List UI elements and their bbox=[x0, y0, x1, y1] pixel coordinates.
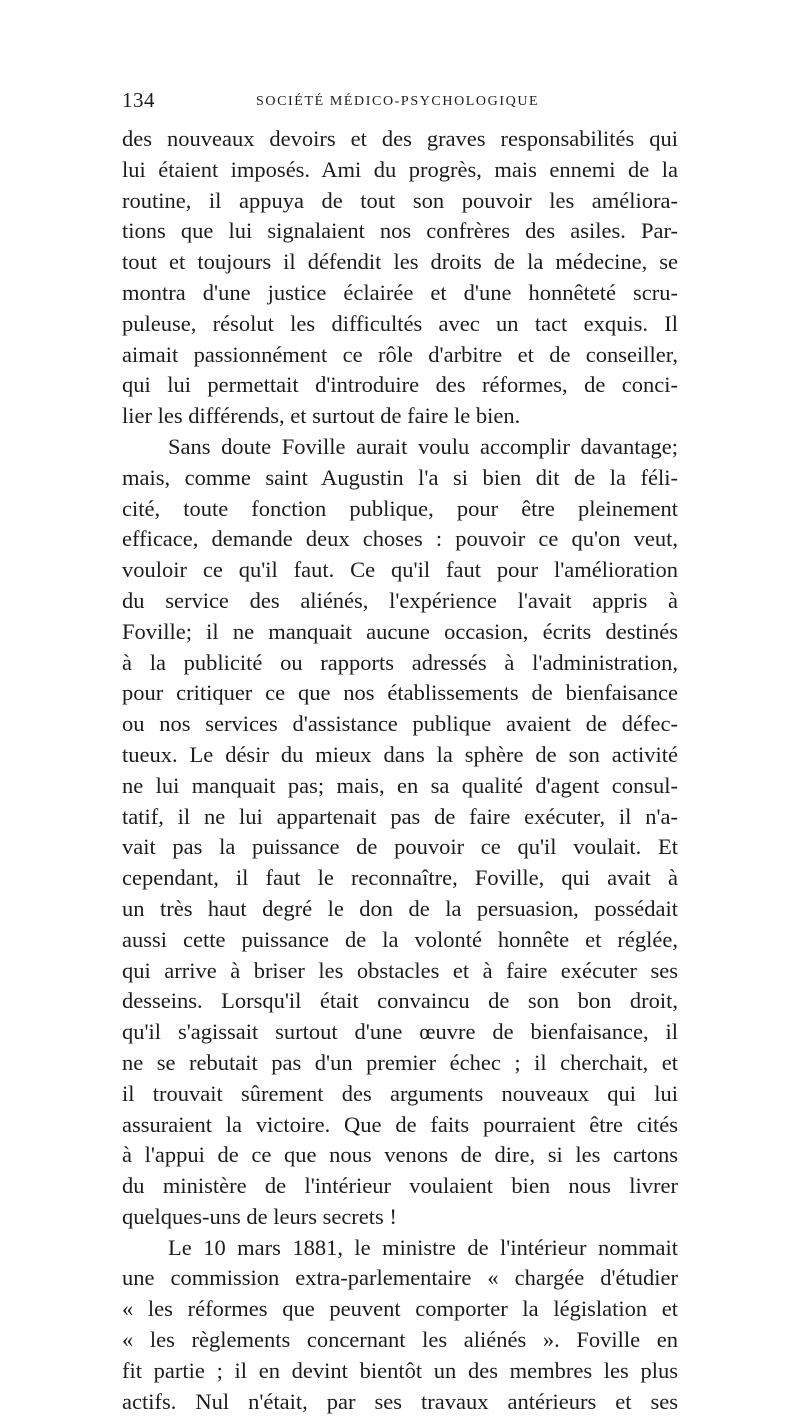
text-line: cependant, il faut le reconnaître, Foville, qui avait à bbox=[122, 865, 678, 891]
text-line: routine, il appuya de tout son pouvoir les améliora- bbox=[122, 187, 678, 213]
text-line: aussi cette puissance de la volonté honnête et réglée, bbox=[122, 926, 678, 952]
text-line: aimait passionnément ce rôle d'arbitre et de conseiller, bbox=[122, 341, 678, 367]
text-line: du ministère de l'intérieur voulaient bien nous livrer bbox=[122, 1173, 678, 1199]
text-line: il trouvait sûrement des arguments nouveaux qui lui bbox=[122, 1080, 678, 1106]
text-line: « les règlements concernant les aliénés ». Foville en bbox=[122, 1327, 678, 1353]
page-number: 134 bbox=[122, 88, 155, 112]
text-line: cité, toute fonction publique, pour être pleinement bbox=[122, 495, 678, 521]
text-line: desseins. Lorsqu'il était convaincu de son bon droit, bbox=[122, 988, 678, 1014]
text-line: tions que lui signalaient nos confrères des asiles. Par- bbox=[122, 218, 678, 244]
text-line: ne se rebutait pas d'un premier échec ; il cherchait, et bbox=[122, 1049, 678, 1075]
running-title: SOCIÉTÉ MÉDICO-PSYCHOLOGIQUE bbox=[256, 94, 540, 109]
text-line: vouloir ce qu'il faut. Ce qu'il faut pour l'amélioration bbox=[122, 557, 678, 583]
text-line: ou nos services d'assistance publique avaient de défec- bbox=[122, 711, 678, 737]
text-line: montra d'une justice éclairée et d'une honnêteté scru- bbox=[122, 279, 678, 305]
text-line: tout et toujours il défendit les droits de la médecine, se bbox=[122, 249, 678, 275]
text-line: efficace, demande deux choses : pouvoir ce qu'on veut, bbox=[122, 526, 678, 552]
text-line: lui étaient imposés. Ami du progrès, mais ennemi de la bbox=[122, 156, 678, 182]
text-line: qui lui permettait d'introduire des réformes, de conci- bbox=[122, 372, 678, 398]
text-line: fit partie ; il en devint bientôt un des membres les plus bbox=[122, 1357, 678, 1383]
text-line: à l'appui de ce que nous venons de dire, si les cartons bbox=[122, 1142, 678, 1168]
text-line: ne lui manquait pas; mais, en sa qualité d'agent consul- bbox=[122, 772, 678, 798]
text-line: une commission extra-parlementaire « chargée d'étudier bbox=[122, 1265, 678, 1291]
paragraph-first-line: Sans doute Foville aurait voulu accomplir davantage; bbox=[168, 433, 678, 459]
text-line: actifs. Nul n'était, par ses travaux antérieurs et ses bbox=[122, 1388, 678, 1414]
paragraph-first-line: Le 10 mars 1881, le ministre de l'intérieur nommait bbox=[168, 1234, 678, 1260]
text-line: tatif, il ne lui appartenait pas de faire exécuter, il n'a- bbox=[122, 803, 678, 829]
text-line: qu'il s'agissait surtout d'une œuvre de bienfaisance, il bbox=[122, 1019, 678, 1045]
text-line: un très haut degré le don de la persuasion, possédait bbox=[122, 895, 678, 921]
text-line: à la publicité ou rapports adressés à l'administration, bbox=[122, 649, 678, 675]
text-line: lier les différends, et surtout de faire le bien. bbox=[122, 403, 521, 429]
text-line: des nouveaux devoirs et des graves responsabilités qui bbox=[122, 126, 678, 151]
text-line: vait pas la puissance de pouvoir ce qu'il voulait. Et bbox=[122, 834, 678, 860]
text-line: qui arrive à briser les obstacles et à faire exécuter ses bbox=[122, 957, 678, 983]
body-text bbox=[122, 124, 678, 1417]
text-line: Foville; il ne manquait aucune occasion, écrits destinés bbox=[122, 618, 678, 644]
text-line: mais, comme saint Augustin l'a si bien dit de la féli- bbox=[122, 464, 678, 490]
text-line: quelques-uns de leurs secrets ! bbox=[122, 1203, 397, 1229]
text-line: du service des aliénés, l'expérience l'avait appris à bbox=[122, 587, 678, 613]
text-line: assuraient la victoire. Que de faits pourraient être cités bbox=[122, 1111, 678, 1137]
text-line: puleuse, résolut les difficultés avec un tact exquis. Il bbox=[122, 310, 678, 336]
running-head bbox=[122, 88, 678, 116]
text-line: « les réformes que peuvent comporter la législation et bbox=[122, 1296, 678, 1322]
text-line: pour critiquer ce que nos établissements de bienfaisance bbox=[122, 680, 678, 706]
text-line: tueux. Le désir du mieux dans la sphère de son activité bbox=[122, 741, 678, 767]
